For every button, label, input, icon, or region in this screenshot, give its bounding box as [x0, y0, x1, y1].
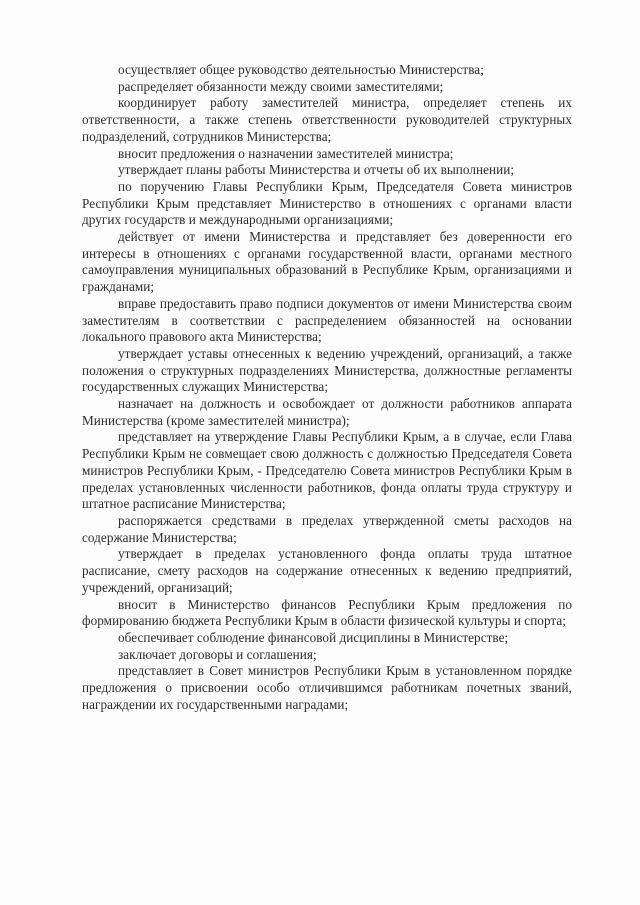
paragraph: координирует работу заместителей министра, определяет степень их ответственности, а также степень ответственности руководителей структурных подразделений, сотрудников Министерства; — [82, 95, 572, 144]
paragraph: вносит предложения о назначении заместителей министра; — [118, 145, 454, 161]
paragraph: обеспечивает соблюдение финансовой дисциплины в Министерстве; — [118, 629, 509, 645]
paragraph: действует от имени Министерства и представляет без доверенности его интересы в отношениях с органами государственной власти, органами местного самоуправления муниципальных образований в Республике Крым, организациями и гражданами; — [82, 229, 572, 295]
paragraph: распоряжается средствами в пределах утвержденной сметы расходов на содержание Министерства; — [82, 512, 572, 545]
document-body — [82, 62, 572, 713]
paragraph: утверждает в пределах установленного фонда оплаты труда штатное расписание, смету расходов на содержание отнесенных к ведению предприятий, учреждений, организаций; — [82, 546, 572, 595]
paragraph: вносит в Министерство финансов Республики Крым предложения по формированию бюджета Республики Крым в области физической культуры и спорта; — [82, 596, 572, 629]
paragraph: распределяет обязанности между своими заместителями; — [118, 78, 444, 94]
paragraph: представляет в Совет министров Республики Крым в установленном порядке предложения о присвоении особо отличившимся работникам почетных званий, награждении их государственными наградами; — [82, 663, 572, 712]
paragraph: по поручению Главы Республики Крым, Председателя Совета министров Республики Крым представляет Министерство в отношениях с органами власти других государств и международными организациями; — [82, 178, 572, 228]
paragraph: назначает на должность и освобождает от должности работников аппарата Министерства (кроме заместителей министра); — [82, 396, 572, 428]
paragraph: вправе предоставить право подписи документов от имени Министерства своим заместителям в соответствии с распределением обязанностей на основании локального правового акта Министерства; — [82, 295, 572, 345]
paragraph: утверждает уставы отнесенных к ведению учреждений, организаций, а также положения о структурных подразделениях Министерства, должностные регламенты государственных служащих Министерства; — [82, 345, 572, 395]
paragraph: осуществляет общее руководство деятельностью Министерства; — [118, 62, 484, 77]
paragraph: представляет на утверждение Главы Республики Крым, а в случае, если Глава Республики Крым не совмещает свою должность с должностью Председателя Совета министров Республики Крым, - Председателю Совета министров Республики Крым в пределах установленных численности работников, фонда оплаты труда структуру и штатное расписание Министерства; — [82, 429, 572, 512]
paragraph: заключает договоры и соглашения; — [118, 646, 317, 662]
paragraph: утверждает планы работы Министерства и отчеты об их выполнении; — [118, 162, 515, 178]
